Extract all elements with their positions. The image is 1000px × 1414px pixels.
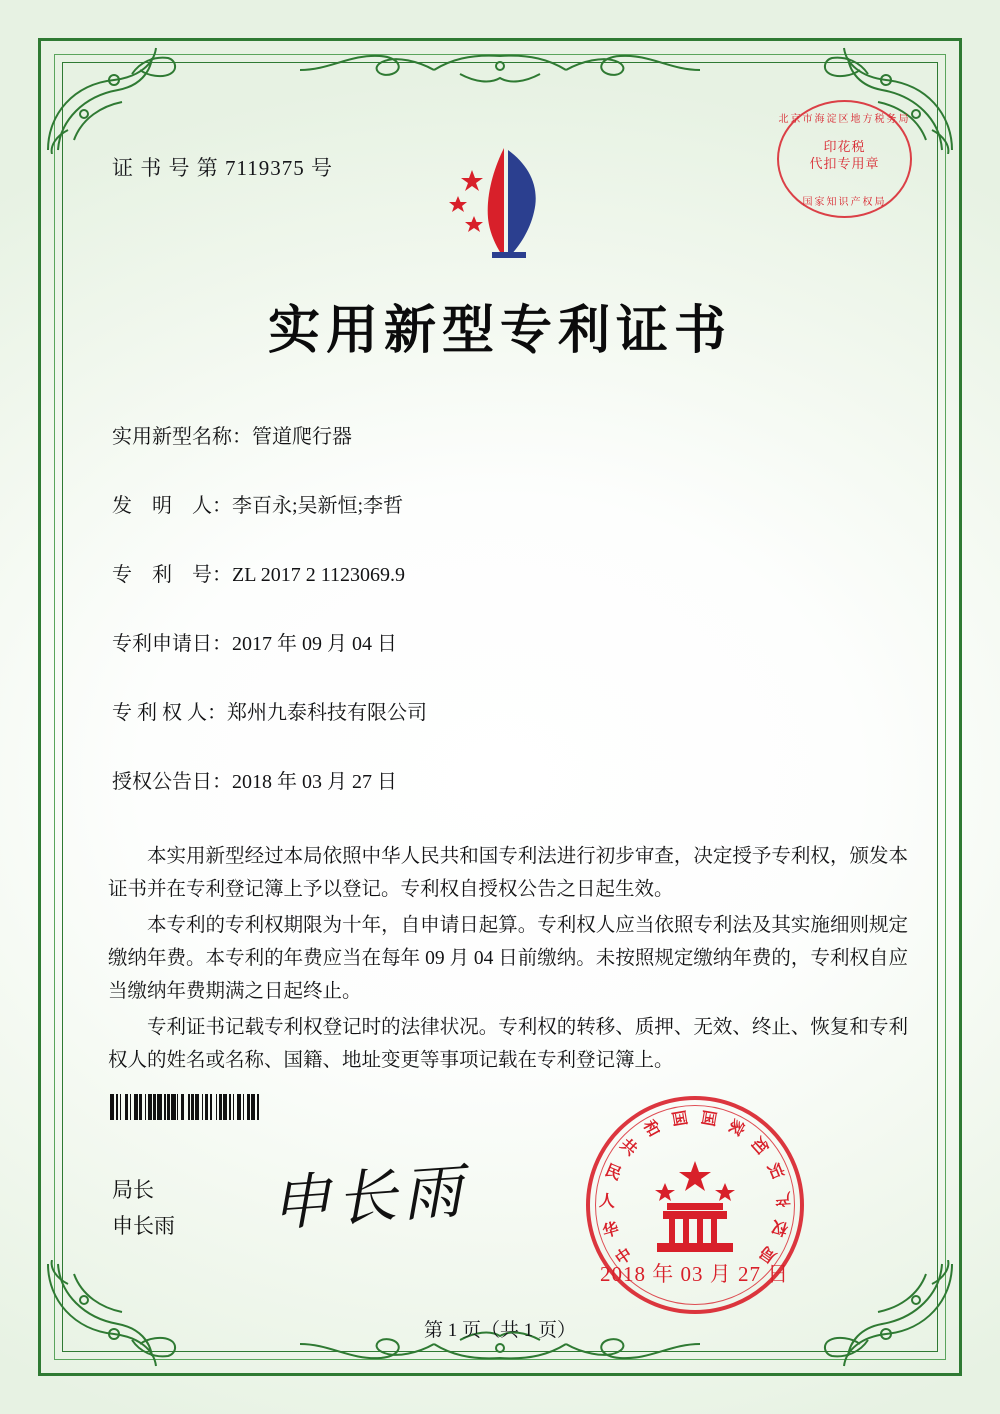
legal-paragraph: 本专利的专利权期限为十年，自申请日起算。专利权人应当依照专利法及其实施细则规定缴纳年费。本专利的年费应当在每年 09 月 04 日前缴纳。未按照规定缴纳年费的，专利权自应当缴纳年费期满之日起终止。 — [108, 915, 908, 1002]
seal-ring-char: 知 — [747, 1133, 771, 1157]
top-scroll-ornament-icon — [300, 44, 700, 94]
corner-ornament-icon — [44, 44, 194, 154]
seal-arc-bottom-text: 国家知识产权局 — [802, 197, 887, 208]
seal-arc-top-text: 北京市海淀区地方税务局 — [778, 114, 911, 125]
seal-center-line1: 印花税 — [823, 139, 866, 154]
seal-ring-char: 和 — [639, 1117, 663, 1140]
field-grant-date — [112, 765, 902, 794]
seal-ring-char: 人 — [598, 1192, 616, 1211]
signature-block — [112, 1172, 175, 1244]
seal-ring-char: 局 — [756, 1242, 780, 1266]
field-value: 郑州九泰科技有限公司 — [227, 702, 427, 724]
cnipa-logo-icon — [430, 140, 560, 270]
field-application-date — [112, 627, 902, 656]
field-value: 2017 年 09 月 04 日 — [232, 633, 397, 655]
seal-ring-char: 国 — [668, 1109, 689, 1128]
seal-ring-char: 共 — [616, 1136, 640, 1160]
seal-ring-char: 中 — [612, 1245, 636, 1269]
certificate-number: 证 书 号 第 7119375 号 — [112, 156, 333, 180]
legal-text-block — [108, 840, 908, 1080]
seal-ring-char: 产 — [774, 1188, 792, 1207]
field-value: 管道爬行器 — [252, 426, 352, 448]
seal-ring-char: 权 — [770, 1216, 791, 1238]
signature-name: 申长雨 — [112, 1214, 175, 1238]
field-label: 专利申请日： — [112, 633, 232, 655]
seal-ring-char: 国 — [698, 1108, 718, 1128]
field-label: 发 明 人： — [112, 495, 232, 517]
field-label: 授权公告日： — [112, 771, 232, 793]
field-value: ZL 2017 2 1123069.9 — [232, 564, 405, 586]
national-emblem-icon — [639, 1157, 751, 1261]
legal-paragraph: 本实用新型经过本局依照中华人民共和国专利法进行初步审查，决定授予专利权，颁发本证书并在专利登记簿上予以登记。专利权自授权公告之日起生效。 — [108, 846, 908, 900]
seal-ring-char: 民 — [602, 1161, 624, 1184]
barcode-bar — [259, 1094, 260, 1120]
field-label: 实用新型名称： — [112, 426, 252, 448]
barcode — [110, 1094, 378, 1120]
signature-role-label: 局长 — [112, 1178, 154, 1202]
field-value: 2018 年 03 月 27 日 — [232, 771, 397, 793]
seal-date: 2018 年 03 月 27 日 — [600, 1262, 790, 1286]
field-label: 专 利 号： — [112, 564, 232, 586]
field-utility-model-name — [112, 420, 902, 449]
seal-center-line2: 代扣专用章 — [809, 156, 880, 171]
page-title: 实用新型专利证书 — [267, 303, 732, 360]
seal-ring-char: 识 — [764, 1158, 787, 1181]
tax-seal-stamp — [777, 100, 912, 218]
legal-paragraph: 专利证书记载专利权登记时的法律状况。专利权的转移、质押、无效、终止、恢复和专利权人的姓名或名称、国籍、地址变更等事项记载在专利登记簿上。 — [108, 1017, 908, 1071]
handwritten-signature: 申长雨 — [268, 1156, 471, 1240]
fields-list — [112, 420, 902, 834]
field-value: 李百永;吴新恒;李哲 — [232, 495, 404, 517]
field-inventors — [112, 489, 902, 518]
field-label: 专 利 权 人： — [112, 702, 227, 724]
seal-ring-char: 家 — [724, 1115, 748, 1139]
field-patent-number — [112, 558, 902, 587]
seal-ring-char: 华 — [600, 1220, 621, 1242]
field-patentee — [112, 696, 902, 725]
page-footer: 第 1 页（共 1 页） — [423, 1320, 576, 1341]
